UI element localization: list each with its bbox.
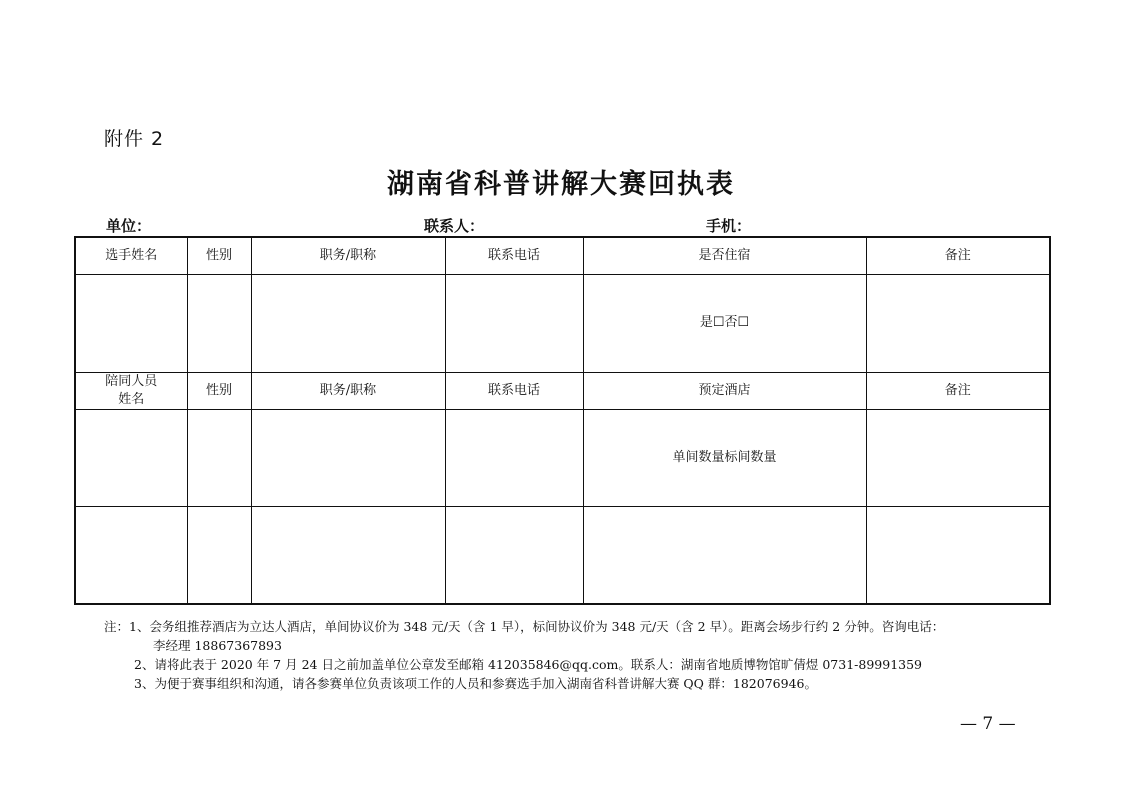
header-companion-position: 职务/职称 [251, 372, 445, 409]
companion-entry-row [75, 409, 1050, 506]
header-contact-phone: 联系电话 [445, 237, 583, 274]
header-companion-name [75, 372, 187, 409]
page-number: — 7 — [960, 714, 1016, 734]
note-1-contact: 李经理 18867367893 [153, 638, 282, 653]
note-1-text: 1、会务组推荐酒店为立达人酒店，单间协议价为 348 元/天（含 1 早），标间协议价为 348 元/天（含 2 早）。距离会场步行约 2 分钟。咨询电话： [129, 619, 945, 634]
companion-phone-cell-2[interactable] [445, 506, 583, 604]
companion-remarks-cell-2[interactable] [866, 506, 1050, 604]
header-companion-gender: 性别 [187, 372, 251, 409]
contestant-remarks-cell[interactable] [866, 274, 1050, 372]
header-position-title: 职务/职称 [251, 237, 445, 274]
companion-position-cell-2[interactable] [251, 506, 445, 604]
notes-prefix: 注： [104, 619, 130, 634]
companion-phone-cell[interactable] [445, 409, 583, 506]
note-2: 2、请将此表于 2020 年 7 月 24 日之前加盖单位公章发至邮箱 412035846@qq.com。联系人：湖南省地质博物馆旷倩煜 0731-89991359 [134, 657, 923, 672]
contestant-phone-cell[interactable] [445, 274, 583, 372]
companion-position-cell[interactable] [251, 409, 445, 506]
header-contestant-name: 选手姓名 [75, 237, 187, 274]
note-3: 3、为便于赛事组织和沟通，请各参赛单位负责该项工作的人员和参赛选手加入湖南省科普讲解大赛 QQ 群：182076946。 [134, 676, 817, 691]
header-booked-hotel: 预定酒店 [583, 372, 866, 409]
header-companion-phone: 联系电话 [445, 372, 583, 409]
header-remarks: 备注 [866, 237, 1050, 274]
companion-gender-cell[interactable] [187, 409, 251, 506]
companion-remarks-cell[interactable] [866, 409, 1050, 506]
contestant-header-row [75, 237, 1050, 274]
page-title: 湖南省科普讲解大赛回执表 [387, 169, 735, 200]
contestant-name-cell[interactable] [75, 274, 187, 372]
companion-entry-row-2 [75, 506, 1050, 604]
unit-label: 单位： [106, 217, 152, 235]
companion-gender-cell-2[interactable] [187, 506, 251, 604]
contestant-entry-row [75, 274, 1050, 372]
hotel-quantity-cell[interactable]: 单间数量标间数量 [583, 409, 866, 506]
mobile-label: 手机： [706, 217, 752, 235]
header-companion-name-line1: 陪同人员 [105, 373, 158, 389]
header-accommodation: 是否住宿 [583, 237, 866, 274]
header-gender: 性别 [187, 237, 251, 274]
companion-header-row [75, 372, 1050, 409]
contact-person-label: 联系人： [424, 217, 485, 235]
attachment-label: 附件 2 [104, 128, 165, 150]
companion-name-cell-2[interactable] [75, 506, 187, 604]
receipt-form-table [74, 236, 1051, 605]
contestant-position-cell[interactable] [251, 274, 445, 372]
notes-section [104, 617, 944, 693]
contestant-gender-cell[interactable] [187, 274, 251, 372]
note-1 [104, 617, 944, 636]
accommodation-choice-cell[interactable]: 是☐否☐ [583, 274, 866, 372]
header-companion-name-line2: 姓名 [118, 391, 145, 407]
companion-name-cell[interactable] [75, 409, 187, 506]
header-companion-remarks: 备注 [866, 372, 1050, 409]
hotel-cell-2[interactable] [583, 506, 866, 604]
